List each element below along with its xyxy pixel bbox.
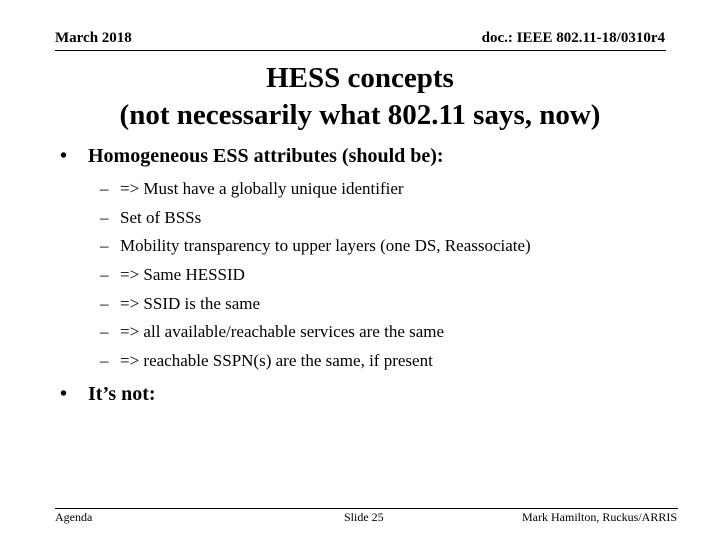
list-item [100, 206, 531, 235]
footer-author: Mark Hamilton, Ruckus/ARRIS [522, 510, 677, 524]
list-item-text: => SSID is the same [120, 293, 261, 313]
footer-rule [55, 508, 678, 509]
list-item [100, 234, 531, 263]
bullet-homogeneous-ess [60, 145, 444, 168]
attribute-sublist [100, 177, 531, 378]
list-item [100, 263, 531, 292]
dash-marker: – [100, 207, 109, 227]
bullet-text: Homogeneous ESS attributes (should be): [88, 145, 444, 167]
slide-title-line2: (not necessarily what 802.11 says, now) [119, 99, 601, 131]
list-item [100, 292, 531, 321]
slide-title-line1: HESS concepts [266, 62, 454, 94]
dash-marker: – [100, 179, 109, 198]
bullet-its-not [60, 383, 156, 406]
list-item-text: Set of BSSs [120, 207, 202, 227]
header-doc-id: doc.: IEEE 802.11-18/0310r4 [481, 30, 665, 46]
footer-left: Agenda [55, 510, 93, 524]
dash-marker: – [100, 293, 109, 313]
list-item [100, 320, 531, 349]
header-date: March 2018 [55, 30, 132, 46]
list-item [100, 177, 531, 206]
list-item-text: Mobility transparency to upper layers (one DS, Reassociate) [120, 236, 531, 256]
dash-marker: – [100, 265, 109, 285]
list-item-text: => reachable SSPN(s) are the same, if present [120, 351, 433, 371]
bullet-marker: • [60, 383, 68, 405]
bullet-marker: • [60, 145, 68, 167]
footer-slide-number: Slide 25 [344, 510, 384, 524]
bullet-text: It’s not: [88, 383, 156, 405]
list-item-text: => Must have a globally unique identifier [120, 179, 404, 198]
list-item-text: => Same HESSID [120, 265, 245, 285]
dash-marker: – [100, 236, 109, 256]
header-rule [55, 50, 666, 51]
list-item-text: => all available/reachable services are the same [120, 322, 445, 342]
dash-marker: – [100, 351, 109, 371]
slide-title [0, 60, 720, 134]
list-item [100, 349, 531, 378]
dash-marker: – [100, 322, 109, 342]
